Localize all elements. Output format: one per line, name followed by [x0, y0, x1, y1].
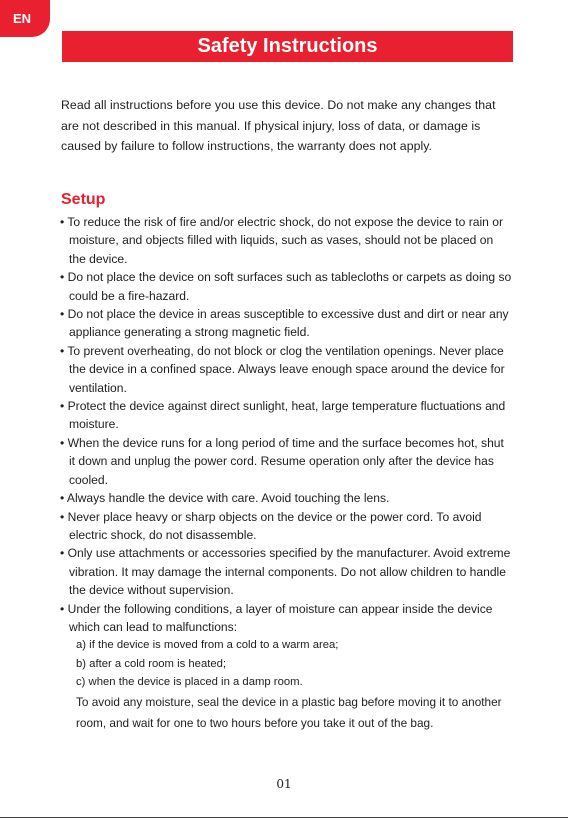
- setup-list: [60, 213, 512, 733]
- list-item: • To reduce the risk of fire and/or electric shock, do not expose the device to rain or moisture, and objects filled with liquids, such as vases, should not be placed on the device.: [60, 215, 503, 266]
- list-item: • Do not place the device on soft surfaces such as tablecloths or carpets as doing so could be a fire-hazard.: [60, 270, 512, 303]
- list-item: • Do not place the device in areas susceptible to excessive dust and dirt or near any appliance generating a strong magnetic field.: [60, 307, 509, 340]
- list-item: • Always handle the device with care. Avoid touching the lens.: [60, 491, 390, 506]
- sub-list-item: a) if the device is moved from a cold to a warm area;: [76, 639, 339, 652]
- page-number: 01: [276, 777, 292, 791]
- moisture-note: To avoid any moisture, seal the device in a plastic bag before moving it to another room, and wait for one to two hours before you take it out of the bag.: [76, 694, 502, 730]
- sub-list-item: b) after a cold room is heated;: [76, 657, 227, 670]
- list-item: • Only use attachments or accessories specified by the manufacturer. Avoid extreme vibration. It may damage the internal components. Do not allow children to handle the device without supervision.: [60, 546, 511, 598]
- sub-list-item: c) when the device is placed in a damp room.: [76, 675, 303, 688]
- list-item: • Under the following conditions, a layer of moisture can appear inside the device which can lead to malfunctions:: [60, 601, 493, 634]
- footer-divider: [0, 817, 568, 818]
- language-tab: EN: [0, 0, 50, 37]
- page-title: Safety Instructions: [197, 35, 378, 57]
- list-item: • Never place heavy or sharp objects on the device or the power cord. To avoid electric shock, do not disassemble.: [60, 509, 482, 542]
- setup-heading: Setup: [61, 191, 106, 208]
- list-item: • When the device runs for a long period of time and the surface becomes hot, shut it down and unplug the power cord. Resume operation only after the device has cooled.: [60, 435, 504, 487]
- list-item: • To prevent overheating, do not block or clog the ventilation openings. Never place the device in a confined space. Always leave enough space around the device for ventilation.: [60, 343, 505, 395]
- moisture-conditions-list: [60, 636, 512, 733]
- title-banner: [62, 31, 513, 62]
- list-item: • Protect the device against direct sunlight, heat, large temperature fluctuations and moisture.: [60, 399, 506, 432]
- intro-paragraph: Read all instructions before you use this device. Do not make any changes that are not described in this manual. If physical injury, loss of data, or damage is caused by failure to follow instructions, the warranty does not apply.: [61, 98, 496, 153]
